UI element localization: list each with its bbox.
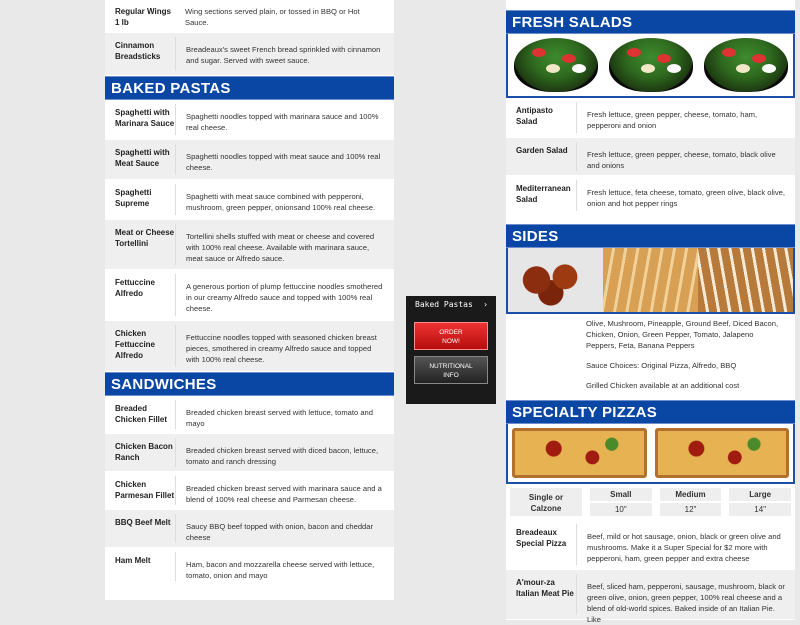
left-menu-column [105, 0, 394, 600]
item-desc: Spaghetti noodles topped with marinara sauce and 100% real cheese. [175, 104, 394, 135]
item-desc: Fettuccine noodles topped with seasoned chicken breast pieces, smothered in creamy Alfredo sauce and topped with 100% real cheese. [175, 325, 394, 367]
salad-bowl-image [514, 38, 598, 92]
item-desc: Spaghetti noodles topped with meat sauce and 100% real cheese. [175, 144, 394, 175]
item-desc: Tortellini shells stuffed with meat or cheese and covered with 100% real cheese. Available with marinara sauce, meat sauce or Alfredo sauce. [175, 224, 394, 265]
item-desc: Beef, mild or hot sausage, onion, black or green olive and mushrooms. Make it a Super Special for $2 more with pepperoni, ham, green pepper and extra cheese [576, 524, 795, 565]
size-medium [660, 488, 722, 516]
category-nav [406, 296, 496, 404]
size-inches: 10" [590, 503, 652, 516]
size-name: Large [729, 488, 791, 501]
right-menu-column [506, 0, 795, 624]
list-item [105, 0, 394, 33]
item-desc: A generous portion of plump fettuccine noodles smothered in our creamy Alfredo sauce and topped with 100% real cheese. [175, 274, 394, 316]
item-desc: Fresh lettuce, green pepper, cheese, tomato, black olive and onions [576, 142, 795, 171]
item-name: Breadeaux Special Pizza [516, 528, 567, 548]
size-name: Medium [660, 488, 722, 501]
size-label-line1: Single or [528, 493, 564, 502]
sides-photo [506, 248, 795, 314]
size-inches: 12" [660, 503, 722, 516]
list-item [105, 321, 394, 372]
order-label-line1: ORDER [439, 329, 463, 336]
top-rows [105, 0, 394, 76]
spacer [506, 0, 795, 10]
item-name: Meat or Cheese Tortellini [115, 228, 175, 248]
item-desc: Saucy BBQ beef topped with onion, bacon and cheddar cheese [175, 514, 394, 543]
list-item [105, 510, 394, 548]
list-item [105, 434, 394, 472]
list-item [105, 220, 394, 270]
item-name: Chicken Parmesan Fillet [115, 480, 175, 500]
pizza-image [655, 428, 790, 478]
item-name: BBQ Beef Melt [115, 518, 171, 527]
size-inches: 14" [729, 503, 791, 516]
sauce-choices-text: Sauce Choices: Original Pizza, Alfredo, BBQ [586, 361, 737, 370]
item-name: Antipasto Salad [516, 106, 553, 126]
item-name: A'mour-za Italian Meat Pie [516, 578, 574, 598]
salads-list [506, 98, 795, 216]
item-name: Ham Melt [115, 556, 151, 565]
sides-info [506, 314, 795, 391]
cinnamon-sticks-image [698, 248, 793, 312]
item-name: Chicken Fettuccine Alfredo [115, 329, 156, 360]
salads-photo [506, 34, 795, 98]
order-now-button[interactable] [414, 322, 488, 350]
nutri-label-line2: INFO [443, 372, 459, 379]
section-header-specialty-pizzas: SPECIALTY PIZZAS [506, 400, 795, 424]
pizza-image [512, 428, 647, 478]
pizzas-photo [506, 424, 795, 484]
item-name: Fettuccine Alfredo [115, 278, 156, 298]
item-desc: Breaded chicken breast served with diced bacon, lettuce, tomato and ranch dressing [175, 438, 394, 467]
item-name: Regular Wings 1 lb [115, 7, 171, 27]
toppings-text: Olive, Mushroom, Pineapple, Ground Beef, Diced Bacon, Chicken, Onion, Green Pepper, Tomato, Jalapeno Peppers, Feta, Banana Peppers [586, 319, 779, 350]
breadsticks-image [603, 248, 698, 312]
list-item [105, 472, 394, 510]
list-item [105, 396, 394, 434]
item-desc: Ham, bacon and mozzarella cheese served with lettuce, tomato, onion and mayo [175, 552, 394, 581]
section-header-sides: SIDES [506, 224, 795, 248]
item-name: Garden Salad [516, 146, 568, 155]
list-item [105, 140, 394, 180]
baked-pastas-list [105, 100, 394, 372]
list-item [506, 570, 795, 624]
size-header [506, 484, 795, 520]
list-item [506, 520, 795, 570]
item-desc: Breaded chicken breast served with marinara sauce and a blend of 100% real cheese and Parmesan cheese. [175, 476, 394, 505]
section-header-sandwiches: SANDWICHES [105, 372, 394, 396]
pizzas-list [506, 520, 795, 624]
sandwiches-list [105, 396, 394, 586]
size-type-label [510, 488, 582, 516]
nav-link-label: Baked Pastas [415, 300, 473, 309]
item-name: Cinnamon Breadsticks [115, 41, 161, 61]
section-header-baked-pastas: BAKED PASTAS [105, 76, 394, 100]
item-name: Spaghetti with Meat Sauce [115, 148, 170, 168]
list-item [506, 138, 795, 176]
item-name: Chicken Bacon Ranch [115, 442, 173, 462]
item-name: Spaghetti Supreme [115, 188, 152, 208]
item-desc: Beef, sliced ham, pepperoni, sausage, mushroom, black or green olive, onion, green pepper, 100% real cheese and a blend of old-world spices. Baked inside of an Italian Pie. Like [576, 574, 795, 615]
item-name: Breaded Chicken Fillet [115, 404, 168, 424]
list-item [506, 176, 795, 216]
chevron-right-icon: › [483, 300, 488, 309]
nutri-label-line1: NUTRITIONAL [429, 363, 473, 370]
item-desc: Breaded chicken breast served with lettuce, tomato and mayo [175, 400, 394, 429]
grilled-chicken-text: Grilled Chicken available at an additional cost [586, 381, 740, 390]
item-name: Mediterranean Salad [516, 184, 571, 204]
salad-bowl-image [609, 38, 693, 92]
list-item [105, 100, 394, 140]
nutritional-info-button[interactable] [414, 356, 488, 384]
item-desc: Fresh lettuce, feta cheese, tomato, green olive, black olive, onion and hot pepper rings [576, 180, 795, 211]
list-item [105, 180, 394, 220]
size-large [729, 488, 791, 516]
size-small [590, 488, 652, 516]
list-item [105, 33, 394, 76]
item-name: Spaghetti with Marinara Sauce [115, 108, 175, 128]
item-desc: Breadeaux's sweet French bread sprinkled with cinnamon and sugar. Served with sweet sauce. [175, 37, 394, 71]
item-desc: Spaghetti with meat sauce combined with pepperoni, mushroom, green pepper, onionsand 100% real cheese. [175, 184, 394, 215]
list-item [506, 98, 795, 138]
item-desc: Fresh lettuce, green pepper, cheese, tomato, ham, pepperoni and onion [576, 102, 795, 133]
size-label-line2: Calzone [530, 504, 562, 513]
wings-image [508, 248, 603, 312]
list-item [105, 548, 394, 586]
list-item [105, 270, 394, 321]
order-label-line2: NOW! [442, 338, 460, 345]
size-name: Small [590, 488, 652, 501]
section-header-fresh-salads: FRESH SALADS [506, 10, 795, 34]
item-desc: Wing sections served plain, or tossed in BBQ or Hot Sauce. [185, 7, 360, 27]
spacer [506, 216, 795, 224]
salad-bowl-image [704, 38, 788, 92]
nav-link-baked-pastas[interactable] [406, 296, 496, 316]
